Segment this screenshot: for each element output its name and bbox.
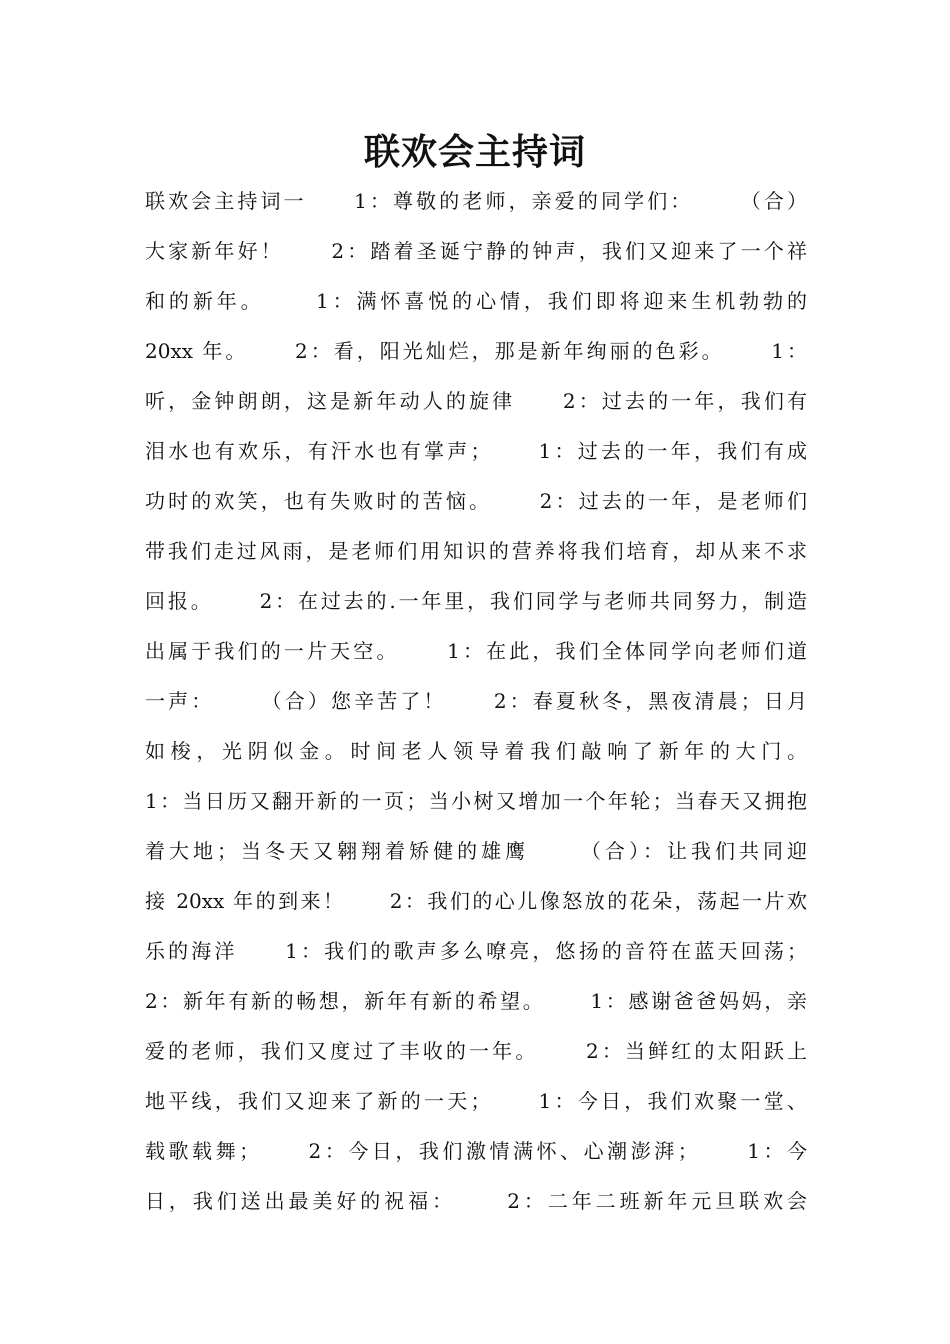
text-line: 一声： （合）您辛苦了！ 2：春夏秋冬，黑夜清晨；日月 — [145, 689, 807, 713]
text-line: 带我们走过风雨，是老师们用知识的营养将我们培育，却从来不求 — [145, 539, 807, 563]
text-line: 听，金钟朗朗，这是新年动人的旋律 2：过去的一年，我们有 — [145, 389, 807, 413]
text-line: 着大地；当冬天又翱翔着矫健的雄鹰 （合）：让我们共同迎 — [145, 839, 807, 863]
text-line: 乐的海洋 1：我们的歌声多么嘹亮，悠扬的音符在蓝天回荡； — [145, 939, 807, 963]
text-line: 日，我们送出最美好的祝福： 2：二年二班新年元旦联欢会 — [145, 1189, 807, 1213]
text-line: 爱的老师，我们又度过了丰收的一年。 2：当鲜红的太阳跃上 — [145, 1039, 807, 1063]
document-title: 联欢会主持词 — [363, 131, 586, 173]
text-line: 1：当日历又翻开新的一页；当小树又增加一个年轮；当春天又拥抱 — [145, 789, 807, 813]
text-line: 功时的欢笑，也有失败时的苦恼。 2：过去的一年，是老师们 — [145, 489, 807, 513]
text-line: 回报。 2：在过去的.一年里，我们同学与老师共同努力，制造 — [145, 589, 807, 613]
text-line: 接 20xx 年的到来！ 2：我们的心儿像怒放的花朵，荡起一片欢 — [145, 889, 807, 913]
text-line: 2：新年有新的畅想，新年有新的希望。 1：感谢爸爸妈妈，亲 — [145, 989, 807, 1013]
text-line: 大家新年好！ 2：踏着圣诞宁静的钟声，我们又迎来了一个祥 — [145, 239, 807, 263]
text-line: 如梭，光阴似金。时间老人领导着我们敲响了新年的大门。 — [145, 739, 807, 763]
text-line: 出属于我们的一片天空。 1：在此，我们全体同学向老师们道 — [145, 639, 807, 663]
text-line: 和的新年。 1：满怀喜悦的心情，我们即将迎来生机勃勃的 — [145, 289, 807, 313]
text-line: 载歌载舞； 2：今日，我们激情满怀、心潮澎湃； 1：今 — [145, 1139, 807, 1163]
text-line: 20xx 年。 2：看，阳光灿烂，那是新年绚丽的色彩。 1： — [145, 339, 807, 363]
text-line: 泪水也有欢乐，有汗水也有掌声； 1：过去的一年，我们有成 — [145, 439, 807, 463]
text-line: 地平线，我们又迎来了新的一天； 1：今日，我们欢聚一堂、 — [145, 1089, 807, 1113]
text-line: 联欢会主持词一 1：尊敬的老师，亲爱的同学们： （合） — [145, 189, 807, 213]
document-body — [145, 176, 807, 1226]
